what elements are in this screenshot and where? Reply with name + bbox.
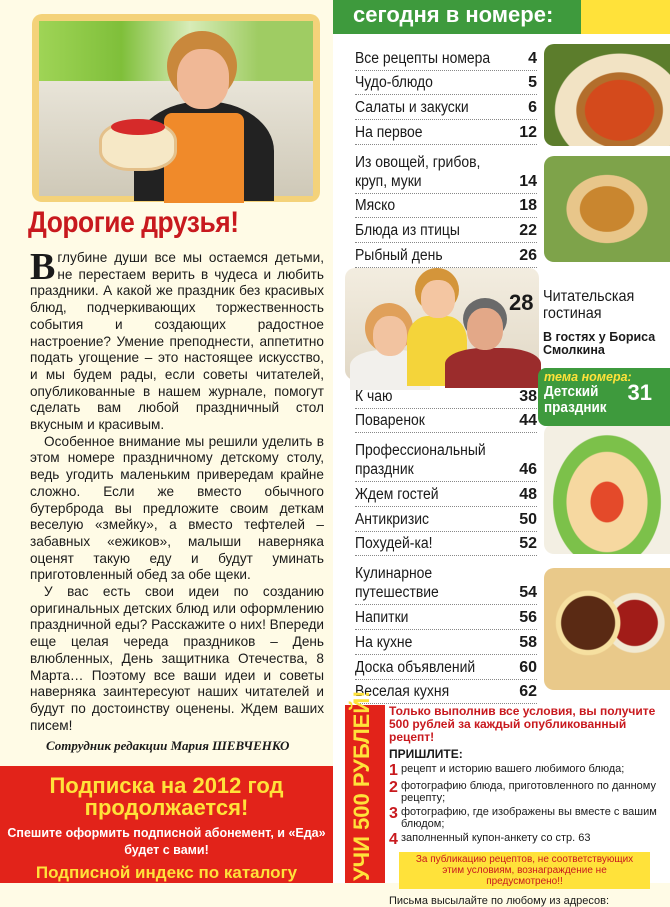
reward-conditions (389, 705, 670, 907)
toc-item-page: 5 (528, 74, 537, 92)
toc-item-page: 22 (519, 222, 537, 240)
condition-number: 3 (389, 805, 398, 822)
toc-item[interactable] (355, 433, 537, 482)
toc-item[interactable] (355, 507, 537, 532)
condition-text: фотографию, где изображены вы вместе с вашим блюдом; (401, 806, 657, 830)
editorial-letter (30, 246, 324, 734)
toc-item-page: 50 (519, 510, 537, 528)
toc-item[interactable] (355, 71, 537, 96)
editor-signature: Сотрудник редакции Мария ШЕВЧЕНКО (46, 738, 290, 753)
toc-item-page: 4 (528, 49, 537, 67)
reward-side-strip: УЧИ 500 РУБЛЕЙ! (345, 705, 385, 883)
toc-item-title-line1: Кулинарное (355, 565, 433, 583)
toc-item[interactable] (355, 95, 537, 120)
promo-headline: Подписка на 2012 год продолжается! (49, 773, 284, 820)
toc-item-title (355, 441, 486, 479)
condition-text: фотографию блюда, приготовленного по данному рецепту; (401, 780, 656, 804)
toc-item-page: 54 (519, 584, 537, 602)
toc-item-page: 6 (528, 99, 537, 117)
guest-family-photo (345, 268, 539, 380)
toc-item-page: 44 (519, 412, 537, 430)
promo-text: Спешите оформить подписной абонемент, и «Еда» будет с вами! (7, 826, 326, 857)
toc-item[interactable] (355, 120, 537, 145)
subscription-promo (0, 766, 333, 883)
condition-item (389, 807, 670, 830)
toc-item-title: На кухне (355, 633, 413, 651)
editor-photo-frame (32, 14, 320, 202)
toc-item-page: 46 (519, 461, 537, 479)
toc-item-page: 48 (519, 486, 537, 504)
drinks-photo (544, 568, 670, 690)
toc-item-title: Блюда из птицы (355, 222, 460, 240)
toc-item-title (355, 153, 480, 191)
toc-item-title-line2: путешествие (355, 584, 439, 602)
toc-item-title: К чаю (355, 387, 393, 405)
toc-item-title: Рыбный день (355, 246, 443, 264)
issue-theme-box (538, 368, 670, 426)
toc-item-title: Антикризис (355, 510, 430, 528)
toc-item[interactable] (355, 556, 537, 605)
toc-item-title: На первое (355, 123, 423, 141)
condition-item (389, 833, 670, 847)
toc-banner-accent (581, 0, 670, 34)
toc-item[interactable] (355, 482, 537, 507)
condition-item (389, 781, 670, 804)
theme-title: Детский праздник (544, 383, 607, 416)
toc-item-page: 58 (519, 633, 537, 651)
conditions-note: За публикацию рецептов, не соответствующих этим условиям, вознаграждение не предусмотрено!! (399, 852, 650, 889)
toc-item[interactable] (355, 145, 537, 194)
toc-item[interactable] (355, 218, 537, 243)
toc-item-title: Чудо-блюдо (355, 74, 433, 92)
condition-item (389, 764, 670, 778)
toc-item-title-line2: круп, муки (355, 172, 422, 190)
theme-label: тема номера: (544, 370, 632, 384)
toc-item[interactable] (355, 243, 537, 268)
drop-cap: В (30, 246, 56, 288)
feature-subtitle: В гостях у Бориса Смолкина (543, 330, 656, 357)
conditions-send-label: ПРИШЛИТЕ: (389, 747, 463, 761)
editor-photo (39, 21, 313, 195)
toc-item[interactable] (355, 384, 537, 409)
toc-item-page: 18 (519, 197, 537, 215)
toc-item-title: Веселая кухня (355, 683, 450, 701)
toc-item-title-line2: праздник (355, 461, 414, 479)
conditions-headline: Только выполнив все условия, вы получите 500 рублей за каждый опубликованный рецепт! (389, 704, 656, 744)
toc-item-title (355, 564, 439, 602)
condition-number: 4 (389, 831, 398, 848)
toc-banner: сегодня в номере: (333, 0, 581, 34)
toc-item[interactable] (355, 680, 537, 705)
letter-paragraph-1: глубине души все мы остаемся детьми, не перестаем верить в чудеса и любить праздники. А какой же праздник без красивых блюд, подчеркивающих торжественность события и создающих радостное настроение? Умение преподнести, аппетитно подать угощение – это настоящее искусство, и мы будем рады, если советы читателей, опубликованные в нашем журнале, помогут сделать вам любой праздничный стол вкусным и красивым. (30, 250, 324, 433)
toc-item-title: Поваренок (355, 412, 425, 430)
toc-item-title: Похудей-ка! (355, 535, 433, 553)
toc-list-top (355, 46, 537, 268)
toc-item-title: Салаты и закуски (355, 99, 469, 117)
soup-photo (544, 44, 670, 146)
condition-text: заполненный купон-анкету со стр. 63 (401, 832, 591, 844)
toc-item-page: 60 (519, 658, 537, 676)
toc-column (333, 0, 670, 907)
editorial-column (0, 0, 333, 883)
theme-page-number: 31 (627, 380, 652, 405)
toc-list-bottom (355, 384, 537, 704)
letter-paragraph-3: У вас есть свои идеи по созданию оригинальных детских блюд или оформлению праздничной еды? Расскажите о них! Впереди еще целая череда праздников – День влюбленных, День защитника Отечества, 8 Марта… Поэтому все ваши идеи и советы наверняка заинтересуют наших читателей и будут по достоинству оценены. Ждем ваших писем! (30, 584, 324, 733)
letter-paragraph-2: Особенное внимание мы решили уделить в этом номере праздничному детскому столу, ведь угодить маленьким привередам крайне сложно. Если же вместо обычного бутерброда вы предложите своим деткам веселую «змейку», а вместо тефтелей – забавных «ежиков», малыши наверняка оценят такую еду и будут уминать приготовленный обед за обе щеки. (30, 433, 324, 583)
condition-text: рецепт и историю вашего любимого блюда; (401, 763, 625, 775)
toc-item[interactable] (355, 194, 537, 219)
toc-item[interactable] (355, 655, 537, 680)
toc-item-page: 26 (519, 246, 537, 264)
toc-item-page: 56 (519, 609, 537, 627)
editorial-title: Дорогие друзья! (28, 206, 239, 239)
toc-item-title: Доска объявлений (355, 658, 476, 676)
toc-item-page: 12 (519, 123, 537, 141)
toc-item-title: Напитки (355, 609, 409, 627)
fish-photo (544, 156, 670, 262)
toc-item-title-line1: Из овощей, грибов, (355, 153, 481, 171)
toc-item-page: 14 (519, 172, 537, 190)
condition-number: 2 (389, 779, 398, 796)
toc-item-title: Мяско (355, 197, 396, 215)
feature-page-number: 28 (509, 290, 534, 315)
toc-item[interactable] (355, 605, 537, 630)
toc-item-page: 38 (519, 387, 537, 405)
toc-item-title: Ждем гостей (355, 486, 439, 504)
toc-item[interactable] (355, 46, 537, 71)
toc-item[interactable] (355, 532, 537, 557)
toc-item[interactable] (355, 409, 537, 434)
toc-item[interactable] (355, 630, 537, 655)
promo-footer: Подписной индекс по каталогу (35, 863, 298, 882)
conditions-footer: Письма высылайте по любому из адресов: (389, 895, 610, 907)
toc-item-title: Все рецепты номера (355, 49, 491, 67)
condition-number: 1 (389, 762, 398, 779)
toc-item-page: 62 (519, 683, 537, 701)
feature-title: Читательская гостиная (543, 288, 635, 322)
toc-item-title-line1: Профессиональный (355, 442, 486, 460)
cake-photo (544, 424, 670, 554)
toc-item-page: 52 (519, 535, 537, 553)
